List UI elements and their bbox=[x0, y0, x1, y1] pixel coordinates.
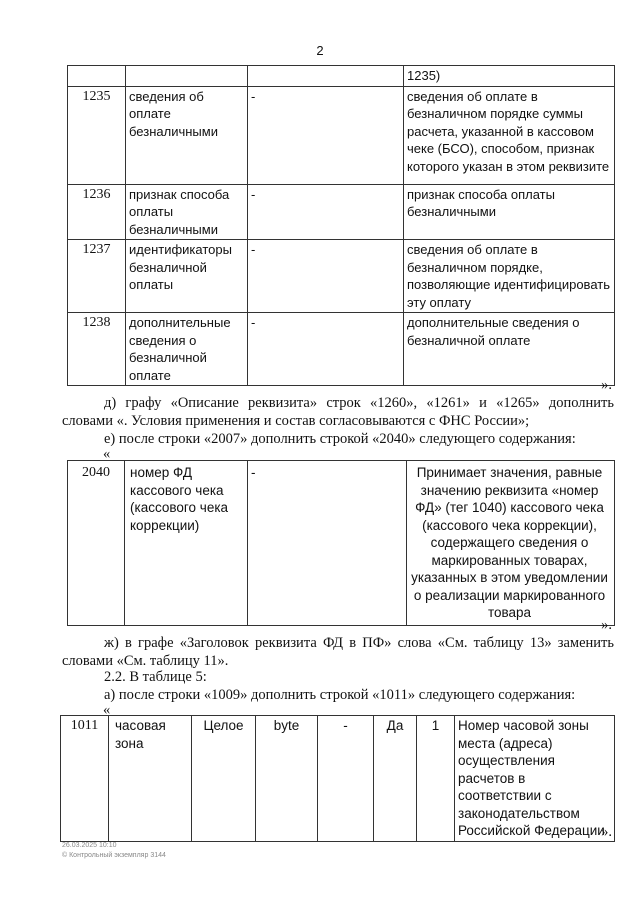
footer-date: 26.03.2025 10:10 bbox=[62, 842, 117, 849]
table-cell-name bbox=[126, 66, 248, 87]
table-cell-format: Целое bbox=[192, 716, 256, 842]
footer-id: © Контрольный экземпляр 3144 bbox=[62, 852, 166, 859]
table-cell-type: - bbox=[248, 461, 407, 626]
table-cell-num bbox=[68, 66, 126, 87]
table-cell-type: - bbox=[248, 86, 404, 184]
paragraph-a: а) после строки «1009» дополнить строкой «1011» следующего содержания: bbox=[104, 687, 576, 703]
table-row bbox=[68, 313, 615, 386]
table-cell-num: 1235 bbox=[68, 86, 126, 184]
attribute-1011-table bbox=[60, 715, 615, 842]
table-cell-num: 2040 bbox=[68, 461, 125, 626]
paragraph-d: д) графу «Описание реквизита» строк «1260», «1261» и «1265» дополнить словами «. Условия применения и состав согласовываются с ФНС России»; bbox=[62, 395, 614, 429]
table-cell-desc: признак способа оплаты безналичными bbox=[404, 184, 615, 240]
table-cell-name: признак способа оплаты безналичными bbox=[126, 184, 248, 240]
closing-quote: ». bbox=[601, 377, 612, 393]
table-cell-type: - bbox=[248, 313, 404, 386]
table-cell-desc: 1235) bbox=[404, 66, 615, 87]
table-cell-num: 1011 bbox=[61, 716, 109, 842]
attributes-table-continuation bbox=[67, 65, 615, 386]
table-row bbox=[68, 184, 615, 240]
table-cell-name: дополнительные сведения о безналичной оплате bbox=[126, 313, 248, 386]
table-cell-yes: Да bbox=[374, 716, 417, 842]
table-row bbox=[68, 240, 615, 313]
paragraph-2-2: 2.2. В таблице 5: bbox=[104, 669, 207, 685]
table-cell-name: номер ФД кассового чека (кассового чека коррекции) bbox=[125, 461, 248, 626]
table-cell-num: 1236 bbox=[68, 184, 126, 240]
table-row bbox=[68, 66, 615, 87]
table-cell-desc: Принимает значения, равные значению реквизита «номер ФД» (тег 1040) кассового чека (кассового чека коррекции), содержащего сведения о маркированных товарах, указанных в этом уведомлении о реализации маркированного товара bbox=[407, 461, 615, 626]
page-number: 2 bbox=[316, 43, 324, 58]
table-cell-desc: дополнительные сведения о безналичной оплате bbox=[404, 313, 615, 386]
table-cell-type: - bbox=[248, 184, 404, 240]
table-row bbox=[68, 461, 615, 626]
table-cell-type: byte bbox=[256, 716, 318, 842]
paragraph-zh: ж) в графе «Заголовок реквизита ФД в ПФ» слова «См. таблицу 13» заменить словами «См. таблицу 11». bbox=[62, 635, 614, 669]
table-cell-type bbox=[248, 66, 404, 87]
table-cell-num: 1237 bbox=[68, 240, 126, 313]
table-cell-num: 1238 bbox=[68, 313, 126, 386]
opening-quote: « bbox=[103, 702, 111, 718]
closing-quote: ». bbox=[601, 824, 612, 840]
closing-quote: ». bbox=[601, 617, 612, 633]
table-cell-desc: сведения об оплате в безналичном порядке, позволяющие идентифицировать эту оплату bbox=[404, 240, 615, 313]
paragraph-e: е) после строки «2007» дополнить строкой «2040» следующего содержания: bbox=[104, 431, 576, 447]
table-cell-count: 1 bbox=[417, 716, 455, 842]
table-cell-name: часовая зона bbox=[109, 716, 192, 842]
table-cell-name: идентификаторы безналичной оплаты bbox=[126, 240, 248, 313]
table-cell-desc: сведения об оплате в безналичном порядке суммы расчета, указанной в кассовом чеке (БСО), способом, признак которого указан в этом реквизите bbox=[404, 86, 615, 184]
attribute-2040-table bbox=[67, 460, 615, 626]
opening-quote: « bbox=[103, 446, 111, 462]
table-cell-dash: - bbox=[318, 716, 374, 842]
table-row bbox=[61, 716, 615, 842]
table-row bbox=[68, 86, 615, 184]
footer-stamp bbox=[62, 841, 166, 861]
table-cell-desc: Номер часовой зоны места (адреса) осуществления расчетов в соответствии с законодательством Российской Федерации bbox=[455, 716, 615, 842]
table-cell-type: - bbox=[248, 240, 404, 313]
table-cell-name: сведения об оплате безналичными bbox=[126, 86, 248, 184]
